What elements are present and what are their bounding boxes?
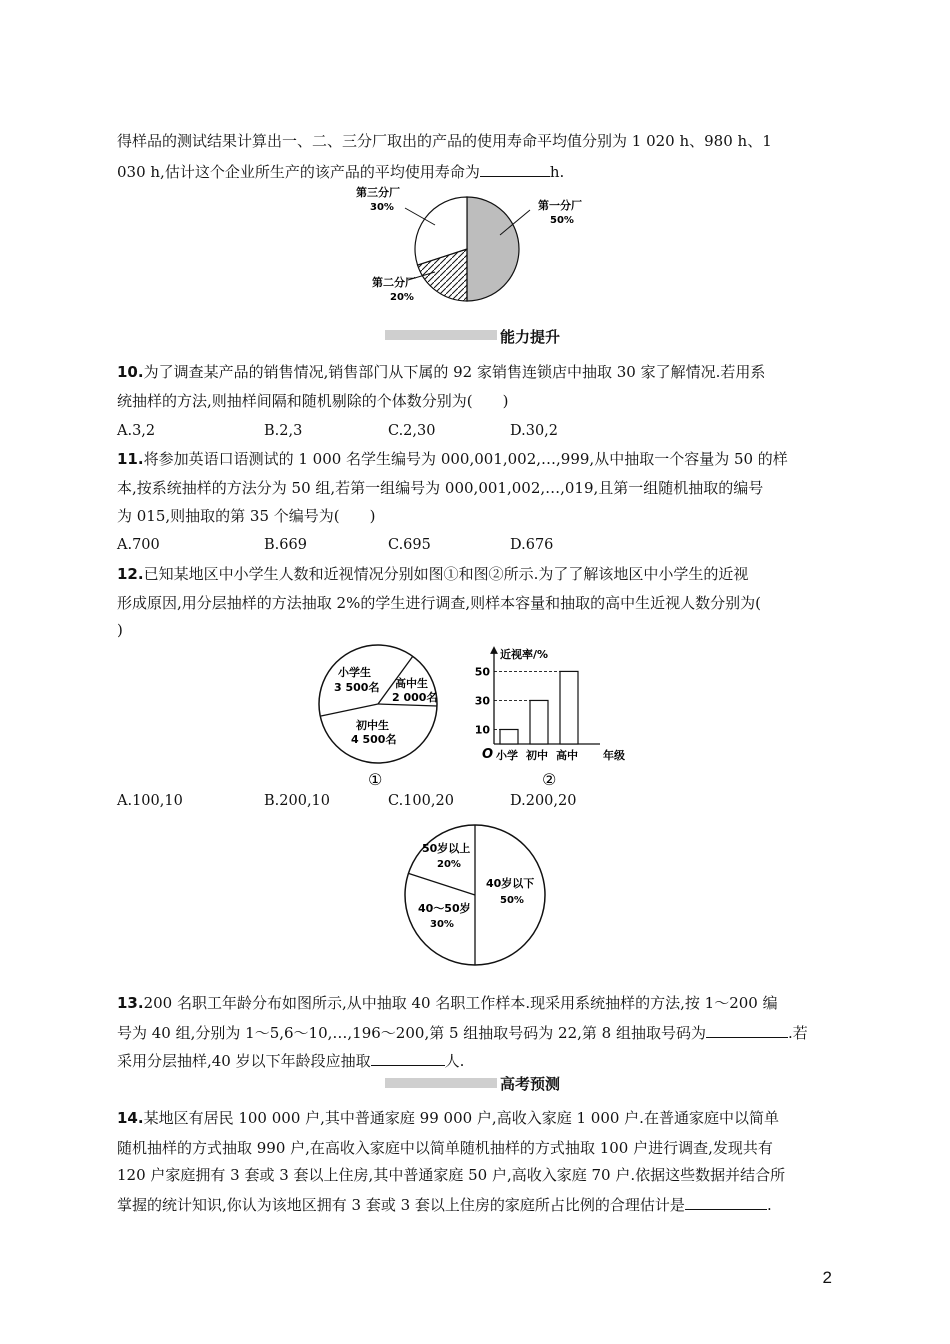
- y-tick-label: 30: [474, 694, 490, 708]
- q11-option-b[interactable]: B.669: [264, 537, 307, 553]
- page-number: 2: [822, 1268, 832, 1287]
- pie2-label-primary: 小学生: [338, 666, 371, 679]
- pie-slice-factory1: [467, 197, 519, 301]
- q14-answer-blank[interactable]: [685, 1194, 767, 1210]
- section-title-exam: 高考预测: [500, 1075, 561, 1093]
- q10-number: 10.: [117, 363, 144, 381]
- q13-text2b: .若: [788, 1024, 808, 1042]
- q13-line1: [117, 993, 778, 1013]
- q11-option-a[interactable]: A.700: [117, 537, 160, 553]
- bar-小学: [500, 729, 518, 744]
- q13-line3: [117, 1050, 464, 1071]
- bar-高中: [560, 671, 578, 744]
- x-tick-label: 高中: [556, 749, 578, 762]
- pie3-pct-over50: 20%: [437, 859, 461, 870]
- section-divider-bar-2: [385, 1078, 497, 1088]
- y-tick-label: 50: [474, 665, 490, 679]
- q13-text2a: 号为 40 组,分别为 1～5,6～10,…,196～200,第 5 组抽取号码为 22,第 8 组抽取号码为: [117, 1024, 706, 1042]
- q10-option-a[interactable]: A.3,2: [117, 423, 156, 439]
- q14-line3: 120 户家庭拥有 3 套或 3 套以上住房,其中普通家庭 50 户,高收入家庭 70 户.依据这些数据并结合所: [117, 1166, 786, 1184]
- factory-pie-chart: [350, 180, 600, 312]
- q14-text1: 某地区有居民 100 000 户,其中普通家庭 99 000 户,高收入家庭 1 000 户.在普通家庭中以简单: [143, 1109, 779, 1127]
- q10-line2: 统抽样的方法,则抽样间隔和随机剔除的个体数分别为( ): [117, 392, 509, 410]
- q10-option-d[interactable]: D.30,2: [510, 423, 559, 439]
- q13-answer-blank-1[interactable]: [706, 1022, 788, 1038]
- q12-text1: 已知某地区中小学生人数和近视情况分别如图①和图②所示.为了了解该地区中小学生的近视: [143, 565, 749, 583]
- q14-text4a: 掌握的统计知识,你认为该地区拥有 3 套或 3 套以上住房的家庭所占比例的合理估计是: [117, 1196, 685, 1214]
- q13-text1: 200 名职工年龄分布如图所示,从中抽取 40 名职工作样本.现采用系统抽样的方法,按 1～200 编: [143, 994, 778, 1012]
- pie3-pct-40to50: 30%: [430, 919, 454, 930]
- pie1-pct-factory3: 30%: [370, 202, 394, 213]
- origin-label: O: [482, 747, 494, 762]
- q9-text-line1: 得样品的测试结果计算出一、二、三分厂取出的产品的使用寿命平均值分别为 1 020 h、980 h、1: [117, 132, 772, 150]
- q14-line4: [117, 1194, 772, 1215]
- figure1-caption: ①: [368, 770, 383, 789]
- pie3-label-under40: 40岁以下: [486, 877, 535, 890]
- pie2-value-high: 2 000名: [392, 691, 438, 704]
- section-title-ability: 能力提升: [500, 328, 561, 346]
- q11-line3: 为 015,则抽取的第 35 个编号为( ): [117, 507, 376, 525]
- q9-text-line2: [117, 161, 564, 182]
- pie1-pct-factory1: 50%: [550, 215, 574, 226]
- pie3-label-40to50: 40～50岁: [418, 902, 471, 915]
- q11-line1: [117, 449, 788, 469]
- q9-text-line2b: h.: [549, 163, 565, 181]
- x-tick-label: 初中: [526, 749, 548, 762]
- pie1-label-factory3: 第三分厂: [356, 186, 400, 199]
- q14-number: 14.: [117, 1109, 144, 1127]
- q12-option-c[interactable]: C.100,20: [388, 793, 454, 809]
- q12-number: 12.: [117, 565, 144, 583]
- q14-line1: [117, 1108, 779, 1128]
- x-axis-label: 年级: [603, 749, 625, 762]
- myopia-bar-chart: [470, 640, 640, 790]
- q14-text4b: .: [766, 1196, 772, 1214]
- pie2-label-middle: 初中生: [356, 719, 389, 732]
- q13-text3b: 人.: [444, 1052, 465, 1070]
- pie1-pct-factory2: 20%: [390, 292, 414, 303]
- q14-line2: 随机抽样的方式抽取 990 户,在高收入家庭中以简单随机抽样的方式抽取 100 户进行调查,发现共有: [117, 1139, 773, 1157]
- x-tick-label: 小学: [496, 749, 518, 762]
- q12-line3: ): [117, 621, 123, 639]
- q13-number: 13.: [117, 994, 144, 1012]
- q11-number: 11.: [117, 450, 144, 468]
- pie2-label-high: 高中生: [395, 677, 428, 690]
- q10-line1: [117, 362, 765, 382]
- pie1-label-factory2: 第二分厂: [372, 276, 416, 289]
- pie1-label-factory1: 第一分厂: [538, 199, 582, 212]
- pie2-value-middle: 4 500名: [351, 733, 397, 746]
- q12-line2: 形成原因,用分层抽样的方法抽取 2%的学生进行调查,则样本容量和抽取的高中生近视人数分别为(: [117, 594, 761, 612]
- q12-option-b[interactable]: B.200,10: [264, 793, 331, 809]
- q13-line2: [117, 1022, 808, 1043]
- q12-option-d[interactable]: D.200,20: [510, 793, 577, 809]
- q9-text-line2a: 030 h,估计这个企业所生产的该产品的平均使用寿命为: [117, 163, 480, 181]
- q10-option-b[interactable]: B.2,3: [264, 423, 303, 439]
- y-tick-label: 10: [474, 723, 490, 737]
- q11-option-d[interactable]: D.676: [510, 537, 554, 553]
- q11-line2: 本,按系统抽样的方法分为 50 组,若第一组编号为 000,001,002,…,019,且第一组随机抽取的编号: [117, 479, 764, 497]
- pie3-pct-under40: 50%: [500, 895, 524, 906]
- figure2-caption: ②: [542, 770, 557, 789]
- q12-line1: [117, 564, 748, 584]
- pie2-value-primary: 3 500名: [334, 681, 380, 694]
- section-divider-bar: [385, 330, 497, 340]
- q13-answer-blank-2[interactable]: [371, 1050, 445, 1066]
- q10-option-c[interactable]: C.2,30: [388, 423, 436, 439]
- pie3-label-over50: 50岁以上: [422, 842, 471, 855]
- bar-初中: [530, 700, 548, 744]
- age-pie-chart: [400, 820, 550, 970]
- answer-blank[interactable]: [480, 161, 550, 177]
- q13-text3a: 采用分层抽样,40 岁以下年龄段应抽取: [117, 1052, 371, 1070]
- q10-text1: 为了调查某产品的销售情况,销售部门从下属的 92 家销售连锁店中抽取 30 家了解情况.若用系: [143, 363, 766, 381]
- q11-text1: 将参加英语口语测试的 1 000 名学生编号为 000,001,002,…,999,从中抽取一个容量为 50 的样: [143, 450, 788, 468]
- students-pie-chart: [310, 640, 450, 790]
- y-axis-label: 近视率/%: [500, 648, 549, 661]
- q11-option-c[interactable]: C.695: [388, 537, 431, 553]
- q12-option-a[interactable]: A.100,10: [117, 793, 183, 809]
